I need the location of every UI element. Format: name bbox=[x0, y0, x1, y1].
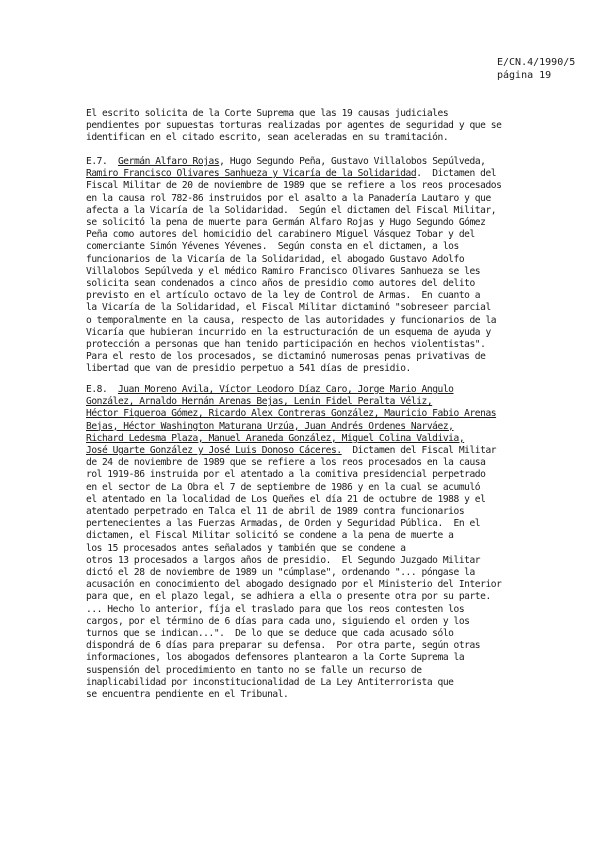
text-line: dispondrá de 6 días para preparar su defensa. Por otra parte, según otras bbox=[86, 640, 481, 652]
text-line: rol 1919-86 instruida por el atentado a la comitiva presidencial perpetrado bbox=[86, 469, 486, 481]
text-line: la Vicaría de la Solidaridad, el Fiscal Militar dictaminó "sobreseer parcial bbox=[86, 302, 491, 314]
text-line: Peña como autores del homicidio del carabinero Miguel Vásquez Tobar y del bbox=[86, 229, 475, 241]
intro-paragraph bbox=[86, 108, 501, 145]
defendant-name: Gustavo Villalobos Sepúlveda bbox=[331, 156, 481, 167]
text-line: previsto en el artículo octavo de la ley de Control de Armas. En cuanto a bbox=[86, 290, 481, 302]
text-line: se encuentra pendiente en el Tribunal. bbox=[86, 689, 289, 701]
text-line: acusación en conocimiento del abogado designado por el Ministerio del Interior bbox=[86, 579, 502, 591]
defendant-names: Héctor Figueroa Gómez, Ricardo Alex Contreras González, Mauricio Fabio Arenas bbox=[86, 408, 497, 420]
text-line: protección a personas que han tenido participación en hechos violentistas". bbox=[86, 339, 486, 351]
text-line: pertenecientes a las Fuerzas Armadas, de Orden y Seguridad Pública. En el bbox=[86, 518, 481, 530]
text-line: funcionarios de la Vicaría de la Solidaridad, el abogado Gustavo Adolfo bbox=[86, 253, 465, 265]
text-line: suspensión del procedimiento en tanto no se falle un recurso de bbox=[86, 664, 422, 676]
section-e8 bbox=[86, 384, 501, 701]
defendant-names: Bejas, Héctor Washington Maturana Urzúa, Juan Andrés Ordenes Narváez, bbox=[86, 420, 454, 432]
text-line: solicita sean condenados a cinco años de presidio como autores del delito bbox=[86, 278, 475, 290]
text-run: Dictamen del bbox=[432, 168, 497, 180]
text-line: comerciante Simón Yévenes Yévenes. Según consta en el dictamen, a los bbox=[86, 241, 459, 253]
text-line: cargos, por el término de 6 días para cada uno, siguiendo el orden y los bbox=[86, 615, 470, 627]
text-line: ... Hecho lo anterior, fíja el traslado para que los reos contesten los bbox=[86, 603, 465, 615]
text-line: de 24 de noviembre de 1989 que se refiere a los reos procesados en la causa bbox=[86, 457, 486, 469]
document-reference: E/CN.4/1990/5 bbox=[497, 57, 576, 68]
text-line: informaciones, los abogados defensores plantearon a la Corte Suprema la bbox=[86, 652, 465, 664]
text-line: para que, en el plazo legal, se adhiera a ella o presente otra por su parte. bbox=[86, 591, 491, 603]
text-line: El escrito solicita de la Corte Suprema que las 19 causas judiciales bbox=[86, 108, 449, 119]
text-line: en la causa rol 782-86 instruidos por el asalto a la Panadería Lautaro y que bbox=[86, 192, 491, 204]
text-line: se solicitó la pena de muerte para Germán Alfaro Rojas y Hugo Segundo Gómez bbox=[86, 217, 486, 229]
defendant-names: González, Arnaldo Hernán Arenas Bejas, Lenin Fidel Peralta Véliz, bbox=[86, 396, 433, 408]
defendant-names: José Ugarte González y José Luis Donoso Cáceres. bbox=[86, 445, 342, 457]
text-line: identifican en el citado escrito, sean aceleradas en su tramitación. bbox=[86, 132, 449, 144]
text-line: turnos que se indican...". De lo que se deduce que cada acusado sólo bbox=[86, 628, 454, 640]
text-line: libertad que van de presidio perpetuo a 541 días de presidio. bbox=[86, 363, 411, 375]
page-number: página 19 bbox=[497, 70, 552, 81]
text-line: Vicaría que hubieran incurrido en la estructuración de un esquema de ayuda y bbox=[86, 326, 491, 338]
text-line: pendientes por supuestas torturas realizadas por agentes de seguridad y que se bbox=[86, 120, 502, 132]
text-line: otros 13 procesados a largos años de presidio. El Segundo Juzgado Militar bbox=[86, 554, 481, 566]
text-run: Dictamen del Fiscal Militar bbox=[352, 445, 497, 457]
defendant-name: Hugo Segundo Peña bbox=[229, 156, 321, 167]
section-number: E.8. bbox=[86, 384, 108, 395]
text-line: dictó el 28 de noviembre de 1989 un "cúmplase", ordenando "... póngase la bbox=[86, 567, 475, 579]
text-line: atentado perpetrado en Talca el 11 de abril de 1989 contra funcionarios bbox=[86, 506, 465, 518]
text-line: Villalobos Sepúlveda y el médico Ramiro Francisco Olivares Sanhueza se les bbox=[86, 265, 481, 277]
defendant-names: Juan Moreno Avila, Víctor Leodoro Díaz Caro, Jorge Mario Angulo bbox=[117, 384, 454, 395]
section-e7: E.7. Germán Alfaro Rojas, Hugo Segundo Peña, Gustavo Villalobos Sepúlveda, Ramiro Francisco Olivares Sanhueza y Vicaría de la Solidaridad. Dictamen del Fiscal Militar de 20 de noviembre de 1989 que se refiere a los reos procesados en la causa rol 782-86 instruidos por el asalto a la Panadería Lautaro y que afecta a la Vicaría de la Solidaridad. Según el dictamen del Fiscal Militar, se solicitó la pena de muerte para Germán Alfaro Rojas y Hugo Segundo Gómez Peña como autores del homicidio del carabinero Miguel Vásquez Tobar y del comerciante Simón Yévenes Yévenes. Según consta en el dictamen, a los funcionarios de la Vicaría de la Solidaridad, el abogado Gustavo Adolfo Villalobos Sepúlveda y el médico Ramiro Francisco Olivares Sanhueza se les solicita sean condenados a cinco años de presidio como autores del delito previsto en el artículo octavo de la ley de Control de Armas. En cuanto a la Vicaría de la Solidaridad, el Fiscal Militar dictaminó "sobreseer parcial o temporalmente en la causa, respecto de las autoridades y funcionarios de la Vicaría que hubieran incurrido en la estructuración de un esquema de ayuda y protección a personas que han tenido participación en hechos violentistas". Para el resto de los procesados, se dictaminó numerosas penas privativas de libertad que van de presidio perpetuo a 541 días de presidio. bbox=[86, 156, 502, 375]
defendant-name: Germán Alfaro Rojas bbox=[117, 156, 220, 167]
text-line: o temporalmente en la causa, respecto de las autoridades y funcionarios de la bbox=[86, 314, 497, 326]
text-line: Fiscal Militar de 20 de noviembre de 1989 que se refiere a los reos procesados bbox=[86, 180, 502, 192]
text-line: Para el resto de los procesados, se dictaminó numerosas penas privativas de bbox=[86, 351, 486, 363]
defendant-name: Ramiro Francisco Olivares Sanhueza y Vicaría de la Solidaridad bbox=[86, 168, 417, 180]
defendant-names: Richard Ledesma Plaza, Manuel Araneda González, Miguel Colina Valdivia, bbox=[86, 432, 465, 444]
text-line: en el sector de La Obra el 7 de septiembre de 1986 y en la cual se acumuló bbox=[86, 481, 481, 493]
section-number: E.7. bbox=[86, 156, 108, 167]
text-line: el atentado en la localidad de Los Queñes el día 21 de octubre de 1988 y el bbox=[86, 493, 486, 505]
text-line: los 15 procesados antes señalados y también que se condene a bbox=[86, 542, 406, 554]
text-line: inaplicabilidad por inconstitucionalidad de La Ley Antiterrorista que bbox=[86, 676, 454, 688]
text-line: dictamen, el Fiscal Militar solicitó se condene a la pena de muerte a bbox=[86, 530, 454, 542]
document-header bbox=[497, 56, 575, 82]
text-line: afecta a la Vicaría de la Solidaridad. Según el dictamen del Fiscal Militar, bbox=[86, 204, 497, 216]
